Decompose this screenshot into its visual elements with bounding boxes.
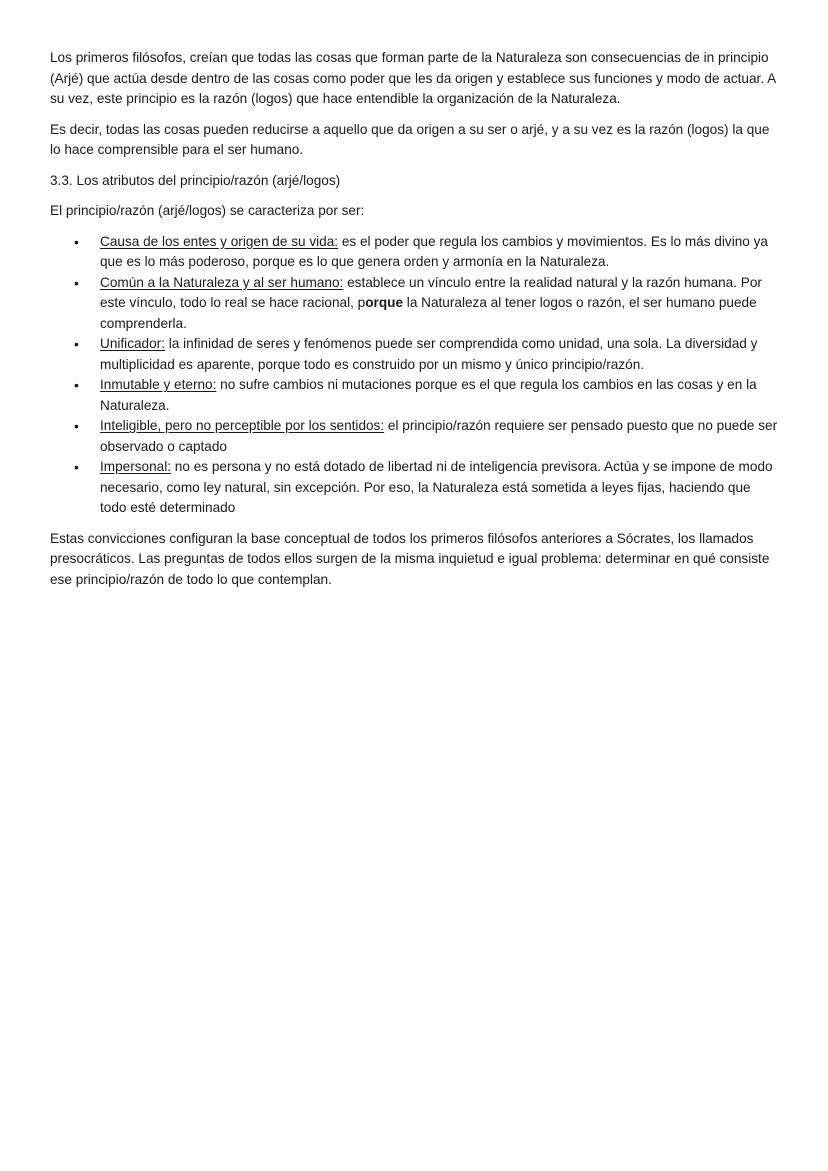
attribute-description: la infinidad de seres y fenómenos puede ser comprendida como unidad, una sola. La diversidad y multiplicidad es aparente, porque todo es construido por un mismo y único principio/razón. (100, 336, 758, 372)
attribute-term: Común a la Naturaleza y al ser humano: (100, 274, 344, 290)
section-heading: 3.3. Los atributos del principio/razón (arjé/logos) (50, 172, 341, 188)
attribute-description: no sufre cambios ni mutaciones porque es el que regula los cambios en las cosas y en la Naturaleza. (100, 377, 757, 413)
bullet-icon: • (74, 459, 79, 475)
bullet-icon: • (74, 274, 79, 291)
attribute-description-bold: orque (365, 295, 404, 310)
list-item (50, 375, 780, 416)
attribute-description: establece un vínculo entre la realidad natural y la razón humana. Por este vínculo, todo lo real se hace racional, p (100, 274, 762, 310)
bullet-icon: • (74, 377, 79, 393)
bullet-icon: • (74, 233, 79, 250)
attribute-description: no es persona y no está dotado de libertad ni de inteligencia previsora. Actúa y se impone de modo necesario, como ley natural, sin excepción. Por eso, la Naturaleza está sometida a leyes fijas, haciendo que todo esté determinado (100, 459, 773, 515)
summary-paragraph: Es decir, todas las cosas pueden reducirse a aquello que da origen a su ser o arjé, y a su vez es la razón (logos) la que lo hace comprensible para el ser humano. (50, 121, 770, 157)
bullet-icon: • (74, 418, 79, 434)
list-item (50, 334, 780, 375)
intro-paragraph: Los primeros filósofos, creían que todas las cosas que forman parte de la Naturaleza son consecuencias de in principio (Arjé) que actúa desde dentro de las cosas como poder que les da origen y establece sus funciones y modo de actuar. A su vez, este principio es la razón (logos) que hace entendible la organización de la Naturaleza. (50, 50, 776, 106)
conclusion-paragraph: Estas convicciones configuran la base conceptual de todos los primeros filósofos anteriores a Sócrates, los llamados presocráticos. Las preguntas de todos ellos surgen de la misma inquietud e igual problema: determinar en qué consiste ese principio/razón de todo lo que contemplan. (50, 530, 770, 587)
list-item (50, 457, 780, 519)
attribute-description: es el poder que regula los cambios y movimientos. Es lo más divino ya que es lo más poderoso, porque es lo que genera orden y armonía en la Naturaleza. (100, 233, 768, 269)
attribute-term: Unificador: (100, 336, 165, 351)
list-item (50, 416, 780, 457)
bullet-icon: • (74, 336, 79, 352)
document-page (50, 48, 780, 600)
attribute-description: el principio/razón requiere ser pensado puesto que no puede ser observado o captado (100, 418, 778, 454)
list-item (50, 273, 780, 335)
list-intro-paragraph: El principio/razón (arjé/logos) se caracteriza por ser: (50, 203, 365, 218)
attribute-description-rest: la Naturaleza al tener logos o razón, el ser humano puede comprenderla. (100, 295, 757, 331)
attribute-term: Impersonal: (100, 459, 172, 474)
attribute-term: Inteligible, pero no perceptible por los sentidos: (100, 418, 385, 433)
attribute-term: Inmutable y eterno: (100, 377, 217, 392)
attribute-term: Causa de los entes y origen de su vida: (100, 233, 339, 249)
attributes-list (50, 232, 780, 519)
list-item (50, 232, 780, 273)
